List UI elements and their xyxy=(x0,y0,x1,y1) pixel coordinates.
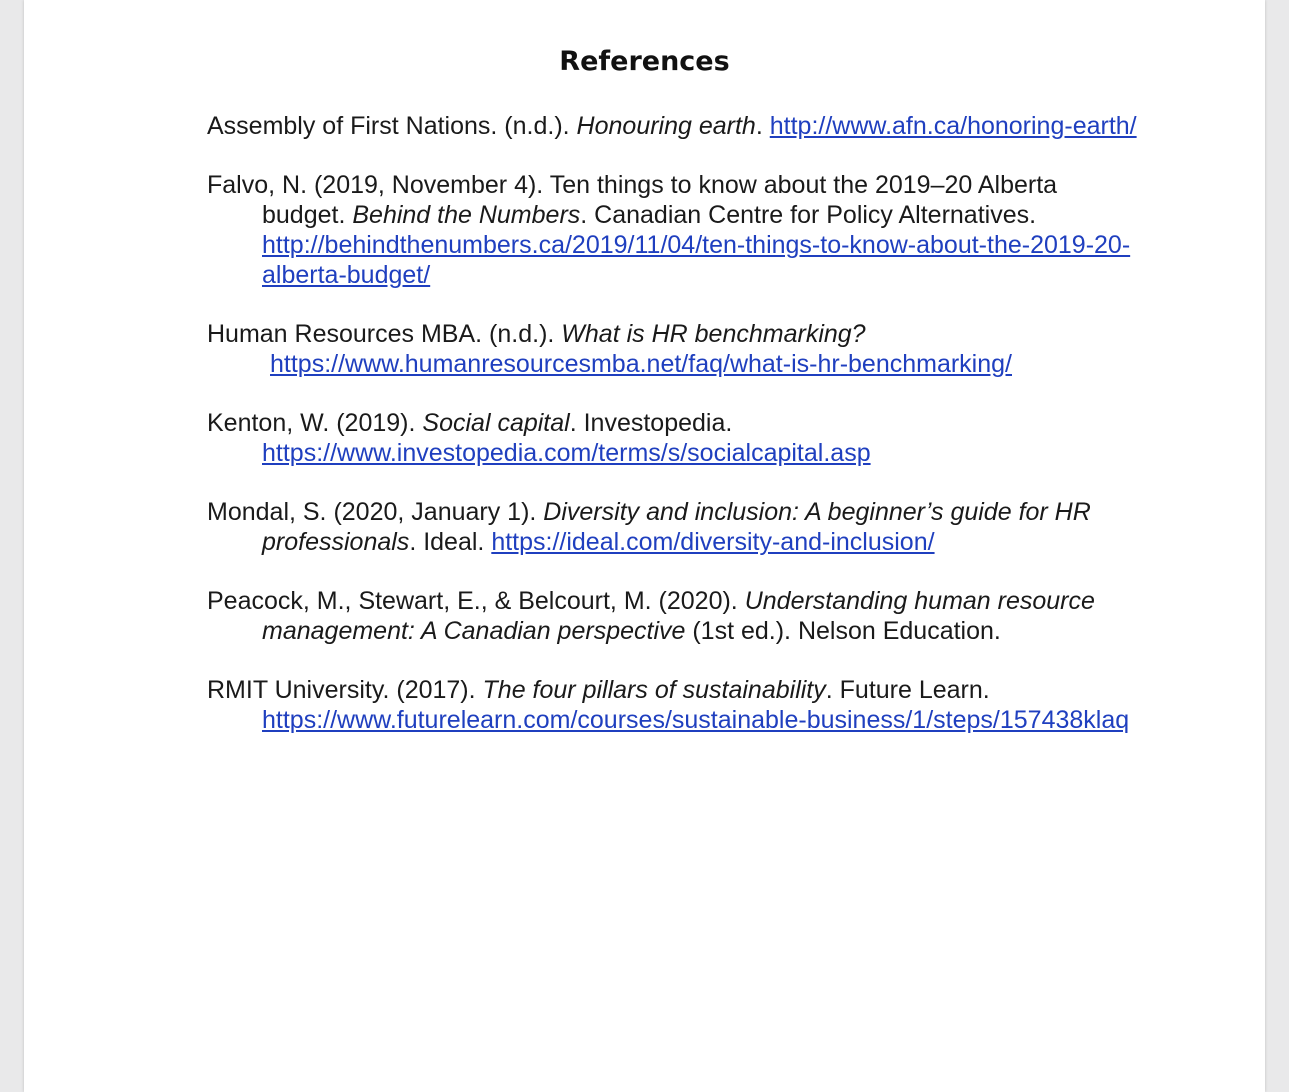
reference-link[interactable]: http://www.afn.ca/honoring-earth/ xyxy=(769,112,1137,140)
reference-text: RMIT University. (2017). xyxy=(207,676,483,704)
reference-text: . Ideal. xyxy=(409,528,492,556)
reference-text: . xyxy=(755,112,770,140)
reference-entry-afn xyxy=(207,111,1147,141)
reference-text: . Investopedia. xyxy=(569,409,733,437)
reference-link[interactable]: http://behindthenumbers.ca/2019/11/04/ten-things-to-know-about-the-2019-20-alberta-budget/ xyxy=(262,231,1131,289)
reference-text: Mondal, S. (2020, January 1). xyxy=(207,498,544,526)
reference-entry-falvo xyxy=(207,170,1147,290)
reference-text: . Future Learn. xyxy=(825,676,990,704)
reference-link[interactable]: https://www.humanresourcesmba.net/faq/what-is-hr-benchmarking/ xyxy=(270,350,1012,378)
reference-title: Honouring earth xyxy=(576,112,756,140)
reference-title: Behind the Numbers xyxy=(352,201,581,229)
reference-text: Falvo, N. (2019, November 4). Ten things to know about the 2019–20 Alberta budget. xyxy=(207,171,1058,229)
reference-text: . Canadian Centre for Policy Alternatives. xyxy=(580,201,1037,229)
reference-link[interactable]: https://www.investopedia.com/terms/s/socialcapital.asp xyxy=(262,439,871,467)
reference-entry-rmit xyxy=(207,675,1147,735)
reference-text: Human Resources MBA. (n.d.). xyxy=(207,320,562,348)
page-title: References xyxy=(559,46,730,77)
reference-link[interactable]: https://www.futurelearn.com/courses/sustainable-business/1/steps/157438klaq xyxy=(262,706,1130,734)
reference-title: What is HR benchmarking? xyxy=(561,320,866,348)
reference-title: Diversity and inclusion: A beginner’s guide for HR professionals xyxy=(262,498,1091,556)
reference-text: Kenton, W. (2019). xyxy=(207,409,423,437)
reference-title: Social capital xyxy=(422,409,570,437)
reference-entry-hrmba xyxy=(207,319,1147,379)
reference-entry-peacock xyxy=(207,586,1147,646)
reference-text: Assembly of First Nations. (n.d.). xyxy=(207,112,577,140)
reference-list xyxy=(207,111,1147,764)
document-page xyxy=(24,0,1265,1092)
reference-link[interactable]: https://ideal.com/diversity-and-inclusion/ xyxy=(491,528,935,556)
reference-title: Understanding human resource management: A Canadian perspective xyxy=(262,587,1095,645)
reference-entry-mondal xyxy=(207,497,1147,557)
reference-title: The four pillars of sustainability xyxy=(482,676,826,704)
reference-text: (1st ed.). Nelson Education. xyxy=(685,617,1001,645)
reference-text: Peacock, M., Stewart, E., & Belcourt, M. (2020). xyxy=(207,587,745,615)
reference-entry-kenton xyxy=(207,408,1147,468)
